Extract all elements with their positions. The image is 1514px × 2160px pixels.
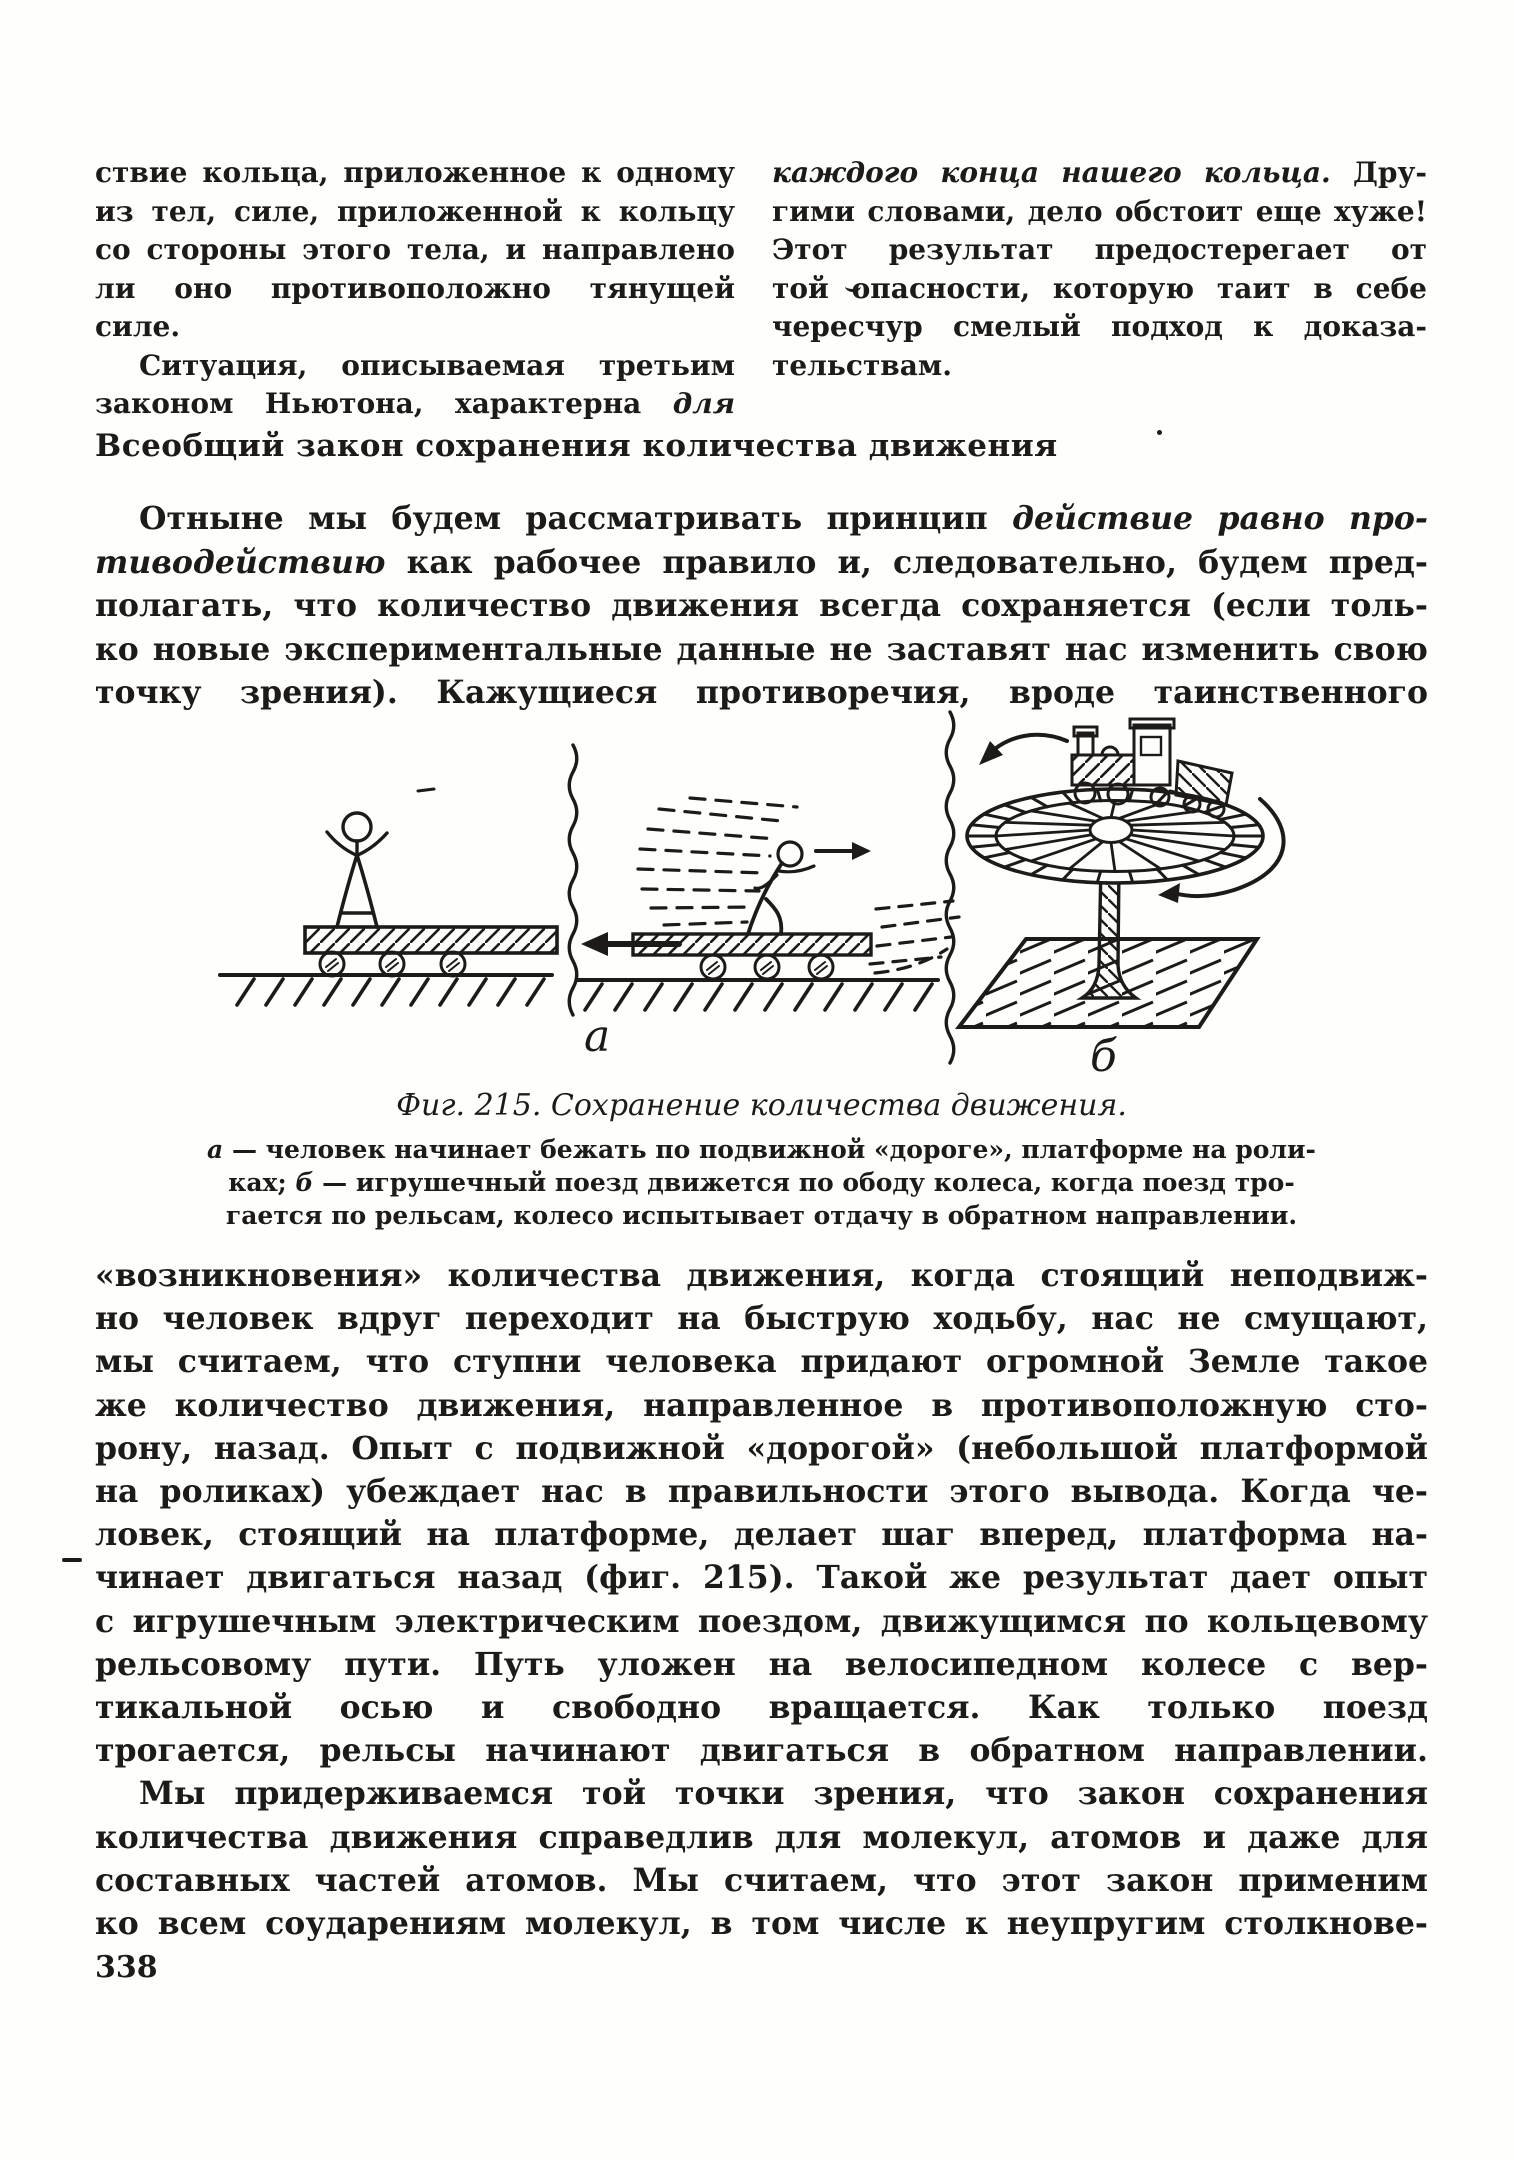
text-line: тельствам. (772, 348, 952, 382)
panel-b-train-wheel (959, 719, 1284, 1027)
panel-divider-wavy-line (946, 712, 954, 1063)
text-line: той опасности, которую таит в себе (772, 271, 1427, 305)
text-line: но человек вдруг переходит на быструю ходьбу, нас не смущают, (95, 1300, 1428, 1338)
figure-label-a: а (584, 1011, 611, 1062)
wheel-recoil-arrow-head (1158, 883, 1180, 903)
text-line: гими словами, дело обстоит еще хуже! (772, 194, 1427, 228)
panel-divider-wavy-line (569, 745, 577, 1015)
top-left-column (95, 154, 735, 424)
text-line: мы считаем, что ступни человека придают огромной Земле такое (95, 1343, 1428, 1381)
text-line: ствие кольца, приложенное к одному (95, 156, 735, 189)
text-line: а — человек начинает бежать по подвижной «дороге», платформе на роли- (207, 1135, 1316, 1164)
intro-paragraph (95, 497, 1428, 715)
body-paragraphs (95, 1254, 1428, 1945)
text-line: ко новые экспериментальные данные не заставят нас изменить свою (95, 630, 1428, 668)
text-line: законом Ньютона, характерна для (95, 387, 735, 420)
text-line: ловек, стоящий на платформе, делает шаг вперед, платформа на- (95, 1516, 1428, 1554)
text-line: Мы придерживаемся той точки зрения, что закон сохранения (139, 1775, 1428, 1813)
figure-subcaption (95, 1133, 1428, 1232)
text-line: ках; б — игрушечный поезд движется по ободу колеса, когда поезд тро- (228, 1168, 1295, 1197)
stray-ink-mark (845, 280, 861, 292)
text-line: составных частей атомов. Мы считаем, что этот закон применим (95, 1861, 1428, 1899)
text-line: ко всем соударениям молекул, в том числе к неупругим столкнове- (95, 1905, 1428, 1943)
figure-caption: Фиг. 215. Сохранение количества движения. (396, 1088, 1127, 1123)
text-line: рону, назад. Опыт с подвижной «дорогой» (небольшой платформой (95, 1429, 1428, 1467)
text-line: количества движения справедлив для молекул, атомов и даже для (95, 1818, 1428, 1856)
stray-ink-mark (1157, 430, 1162, 435)
text-line: тикальной осью и свободно вращается. Как только поезд (95, 1689, 1428, 1727)
text-line: чересчур смелый подход к доказа- (772, 310, 1427, 343)
figure-label-b: б (1090, 1031, 1117, 1081)
text-line: со стороны этого тела, и направлено (95, 233, 735, 266)
text-line: рельсовому пути. Путь уложен на велосипедном колесе с вер- (95, 1645, 1428, 1683)
figure-215-illustration (170, 703, 1365, 1081)
text-line: на роликах) убеждает нас в правильности этого вывода. Когда че- (95, 1473, 1428, 1511)
panel-a-running-figure (578, 798, 959, 1010)
text-line: точку зрения). Кажущиеся противоречия, вроде таинственного (95, 674, 1428, 711)
text-line: Отныне мы будем рассматривать принцип действие равно про- (139, 500, 1428, 537)
page-number: 338 (95, 1950, 158, 1985)
text-line: же количество движения, направленное в противоположную сто- (95, 1386, 1428, 1424)
top-right-column (772, 154, 1427, 385)
text-line: с игрушечным электрическим поездом, движущимся по кольцевому (95, 1602, 1428, 1640)
section-heading: Всеобщий закон сохранения количества движения (95, 428, 1058, 464)
text-line: тиводействию как рабочее правило и, следовательно, будем пред- (95, 543, 1428, 581)
panel-a-standing-figure (220, 789, 557, 1005)
text-line: чинает двигаться назад (фиг. 215). Такой же результат дает опыт (95, 1559, 1428, 1597)
text-line: Этот результат предостерегает от (772, 233, 1427, 266)
text-line: ли оно противоположно тянущей силе. (95, 271, 735, 343)
text-line: полагать, что количество движения всегда сохраняется (если толь- (95, 587, 1428, 624)
text-line: каждого конца нашего кольца. Дру- (772, 156, 1427, 189)
text-line: трогается, рельсы начинают двигаться в обратном направлении. (95, 1732, 1428, 1770)
text-line: из тел, силе, приложенной к кольцу (95, 194, 735, 228)
stray-ink-mark (62, 1558, 82, 1562)
text-line: Ситуация, описываемая третьим (139, 348, 735, 382)
wheel-hub (1090, 818, 1132, 843)
text-line: гается по рельсам, колесо испытывает отдачу в обратном направлении. (225, 1201, 1298, 1230)
text-line: «возникновения» количества движения, когда стоящий неподвиж- (95, 1257, 1428, 1294)
